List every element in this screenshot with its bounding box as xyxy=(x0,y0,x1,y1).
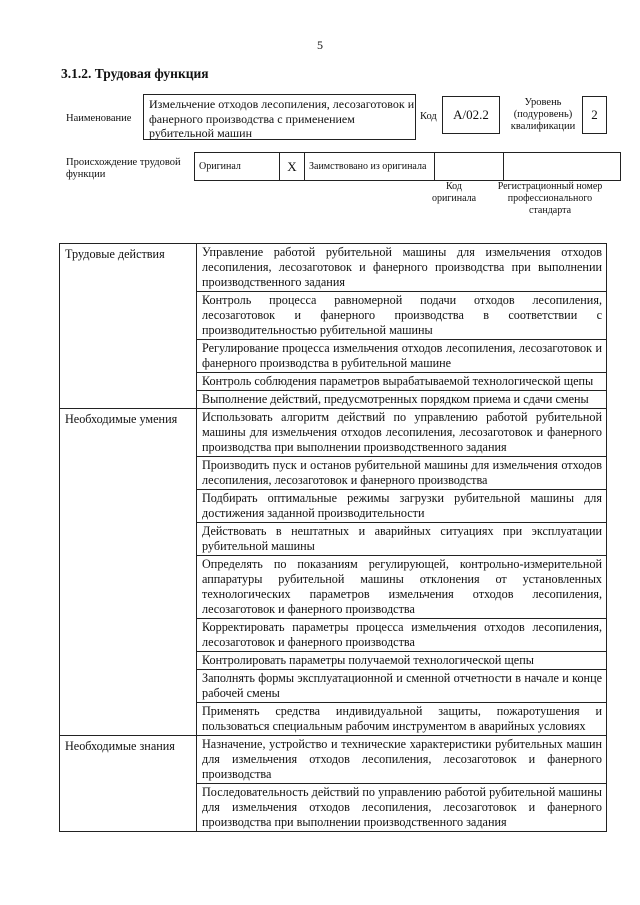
section-category: Трудовые действия xyxy=(60,244,197,409)
code-original-caption: Код оригинала xyxy=(431,181,477,204)
section-item: Контролировать параметры получаемой технологической щепы xyxy=(197,652,607,670)
borrowed-label: Заимствовано из оригинала xyxy=(305,153,435,181)
page-number: 5 xyxy=(317,38,323,52)
original-code-cell xyxy=(435,153,504,181)
reg-number-cell xyxy=(504,153,621,181)
function-code-box: А/02.2 xyxy=(442,96,500,134)
section-item: Выполнение действий, предусмотренных порядком приема и сдачи смены xyxy=(197,391,607,409)
section-item: Контроль процесса равномерной подачи отходов лесопиления, лесозаготовок и фанерного производства в соответствии с производительностью рубительной машины xyxy=(197,292,607,340)
section-item: Заполнять формы эксплуатационной и сменной отчетности в начале и конце рабочей смены xyxy=(197,670,607,703)
table-row xyxy=(60,736,607,784)
name-label: Наименование xyxy=(66,113,132,124)
section-item: Подбирать оптимальные режимы загрузки рубительной машины для достижения заданной производительности xyxy=(197,490,607,523)
qualification-level-box: 2 xyxy=(582,96,607,134)
level-label: Уровень (подуровень) квалификации xyxy=(510,97,576,132)
section-item: Корректировать параметры процесса измельчения отходов лесопиления, лесозаготовок и фанерного производства xyxy=(197,619,607,652)
section-title: 3.1.2. Трудовая функция xyxy=(61,66,209,81)
table-row xyxy=(60,409,607,457)
table-row xyxy=(60,244,607,292)
section-category: Необходимые умения xyxy=(60,409,197,736)
section-item: Действовать в нештатных и аварийных ситуациях при эксплуатации рубительной машины xyxy=(197,523,607,556)
code-label: Код xyxy=(420,111,437,122)
section-item: Регулирование процесса измельчения отходов лесопиления, лесозаготовок и фанерного производства в рубительной машине xyxy=(197,340,607,373)
original-mark: Х xyxy=(280,153,305,181)
reg-number-caption: Регистрационный номер профессионального стандарта xyxy=(497,181,603,216)
section-item: Последовательность действий по управлению работой рубительной машины для измельчения отходов лесопиления, лесозаготовок и фанерного производства при выполнении производственного задания xyxy=(197,784,607,832)
section-item: Применять средства индивидуальной защиты, пожаротушения и пользоваться специальным рабочим инструментом в аварийных условиях xyxy=(197,703,607,736)
section-item: Назначение, устройство и технические характеристики рубительных машин для измельчения отходов лесопиления, лесозаготовок и фанерного производства xyxy=(197,736,607,784)
section-item: Контроль соблюдения параметров вырабатываемой технологической щепы xyxy=(197,373,607,391)
section-item: Производить пуск и останов рубительной машины для измельчения отходов лесопиления, лесозаготовок и фанерного производства xyxy=(197,457,607,490)
section-item: Определять по показаниям регулирующей, контрольно-измерительной аппаратуры рубительной машины отклонения от установленных технологических параметров измельчения отходов лесопиления, лесозаготовок и фанерного производства xyxy=(197,556,607,619)
origin-label: Происхождение трудовой функции xyxy=(66,157,181,180)
section-item: Использовать алгоритм действий по управлению работой рубительной машины для измельчения отходов лесопиления, лесозаготовок и фанерного производства при выполнении производственного задания xyxy=(197,409,607,457)
function-details-table xyxy=(59,243,607,832)
section-category: Необходимые знания xyxy=(60,736,197,832)
original-label: Оригинал xyxy=(195,153,280,181)
origin-table xyxy=(194,152,621,181)
section-item: Управление работой рубительной машины для измельчения отходов лесопиления, лесозаготовок и фанерного производства при выполнении производственного задания xyxy=(197,244,607,292)
function-name-box: Измельчение отходов лесопиления, лесозаготовок и фанерного производства с применением рубительной машин xyxy=(143,94,416,140)
